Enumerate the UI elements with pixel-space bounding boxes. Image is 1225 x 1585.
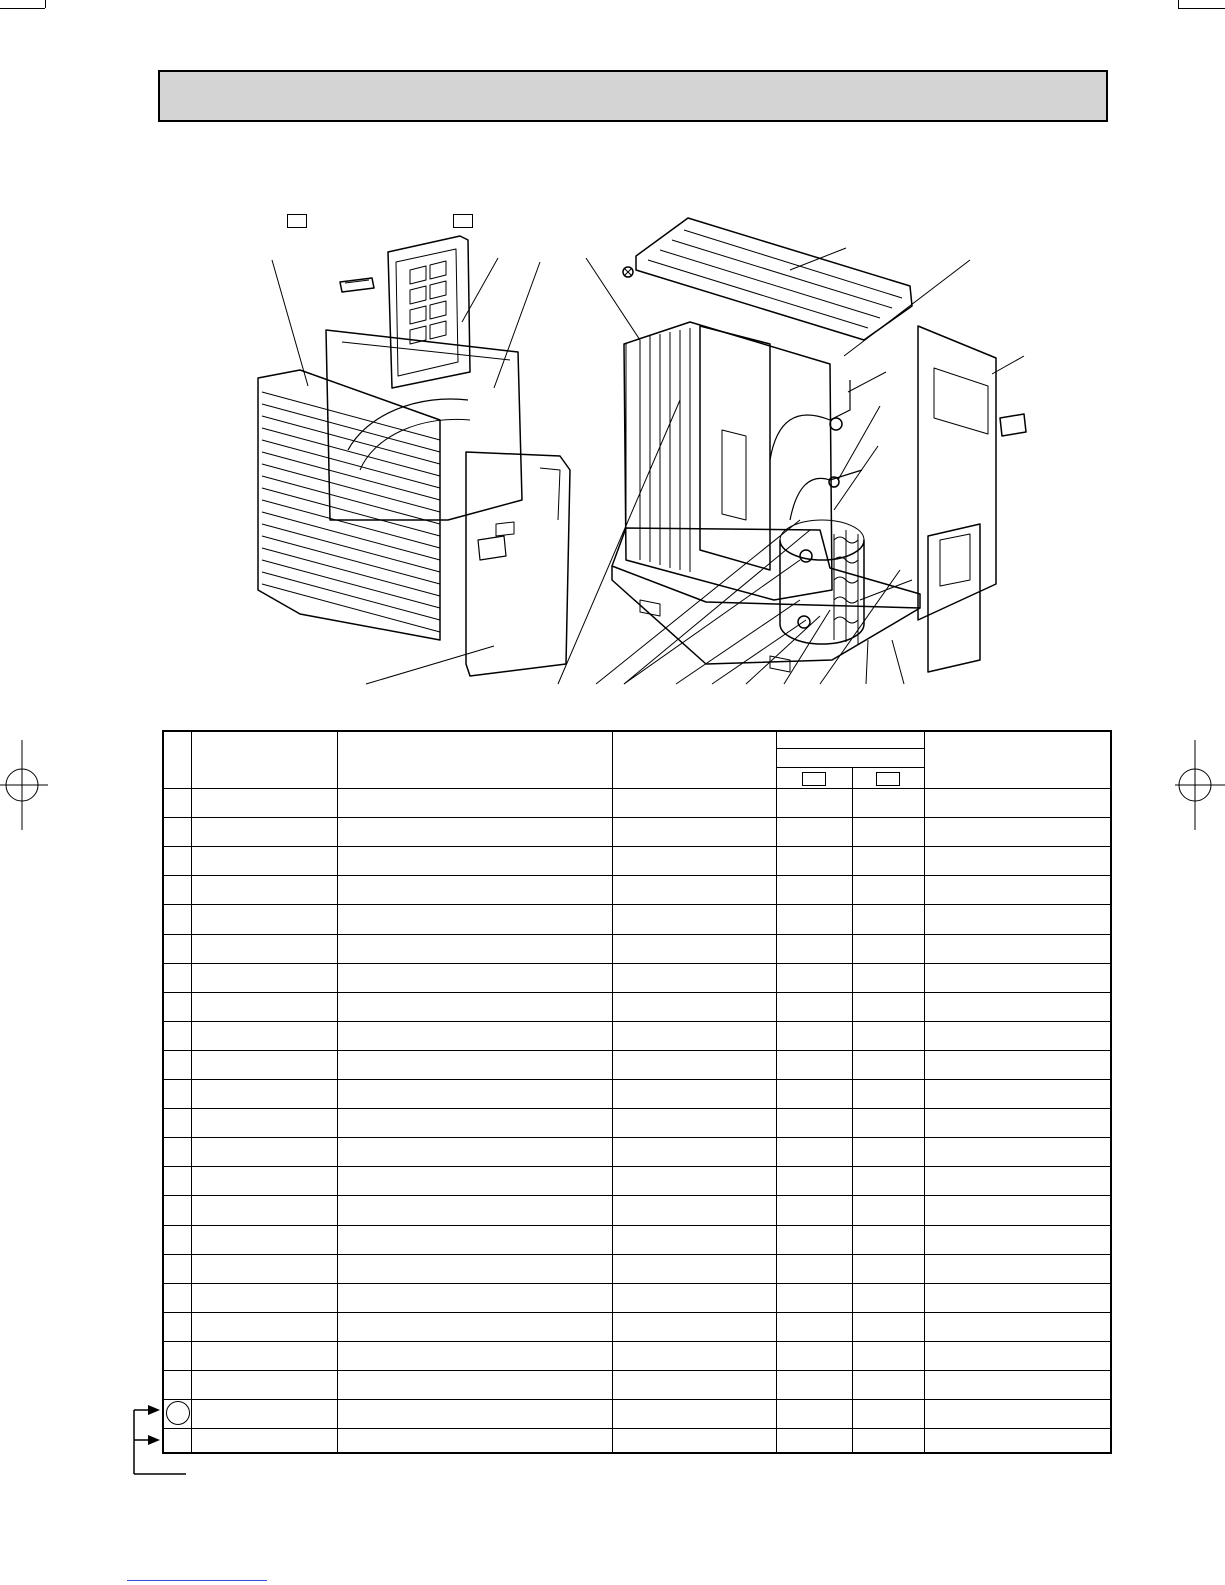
row-pointer-arrows [128, 1400, 188, 1480]
leader-lines [272, 248, 1024, 684]
partition-panel [700, 326, 770, 570]
table-row [164, 875, 1110, 904]
table-row [164, 1021, 1110, 1050]
table-row [164, 1166, 1110, 1195]
table-row [164, 934, 1110, 963]
table-row [164, 1108, 1110, 1137]
model-header-box [802, 772, 826, 786]
registration-mark-left [0, 740, 50, 830]
parts-table [162, 730, 1112, 1454]
footer-link-underline [127, 1580, 267, 1581]
table-row [164, 1137, 1110, 1166]
front-panel [326, 330, 522, 520]
table-row [164, 1428, 1110, 1457]
table-header-divider [776, 748, 924, 749]
table-row [164, 992, 1110, 1021]
table-row [164, 1254, 1110, 1283]
screw-part [623, 267, 633, 277]
handle-part [1000, 414, 1026, 436]
table-row [164, 1283, 1110, 1312]
table-row [164, 1399, 1110, 1428]
model-header-box [876, 772, 900, 786]
table-row [164, 1050, 1110, 1079]
top-panel [636, 218, 912, 340]
front-grille [258, 370, 440, 640]
table-row [164, 1370, 1110, 1399]
registration-mark-right [1175, 740, 1225, 830]
table-header-divider [776, 767, 924, 768]
clip-part [340, 278, 374, 292]
table-row [164, 1225, 1110, 1254]
table-row [164, 817, 1110, 846]
table-row [164, 904, 1110, 933]
table-row [164, 846, 1110, 875]
table-row [164, 963, 1110, 992]
table-row [164, 1312, 1110, 1341]
right-side-panel [918, 326, 996, 672]
exploded-parts-diagram [0, 0, 1225, 700]
fan-motor-support [388, 236, 470, 388]
table-row [164, 1079, 1110, 1108]
cabinet-base [612, 528, 920, 672]
service-panel [466, 452, 570, 676]
table-row [164, 788, 1110, 817]
table-row [164, 1195, 1110, 1224]
table-row [164, 1341, 1110, 1370]
